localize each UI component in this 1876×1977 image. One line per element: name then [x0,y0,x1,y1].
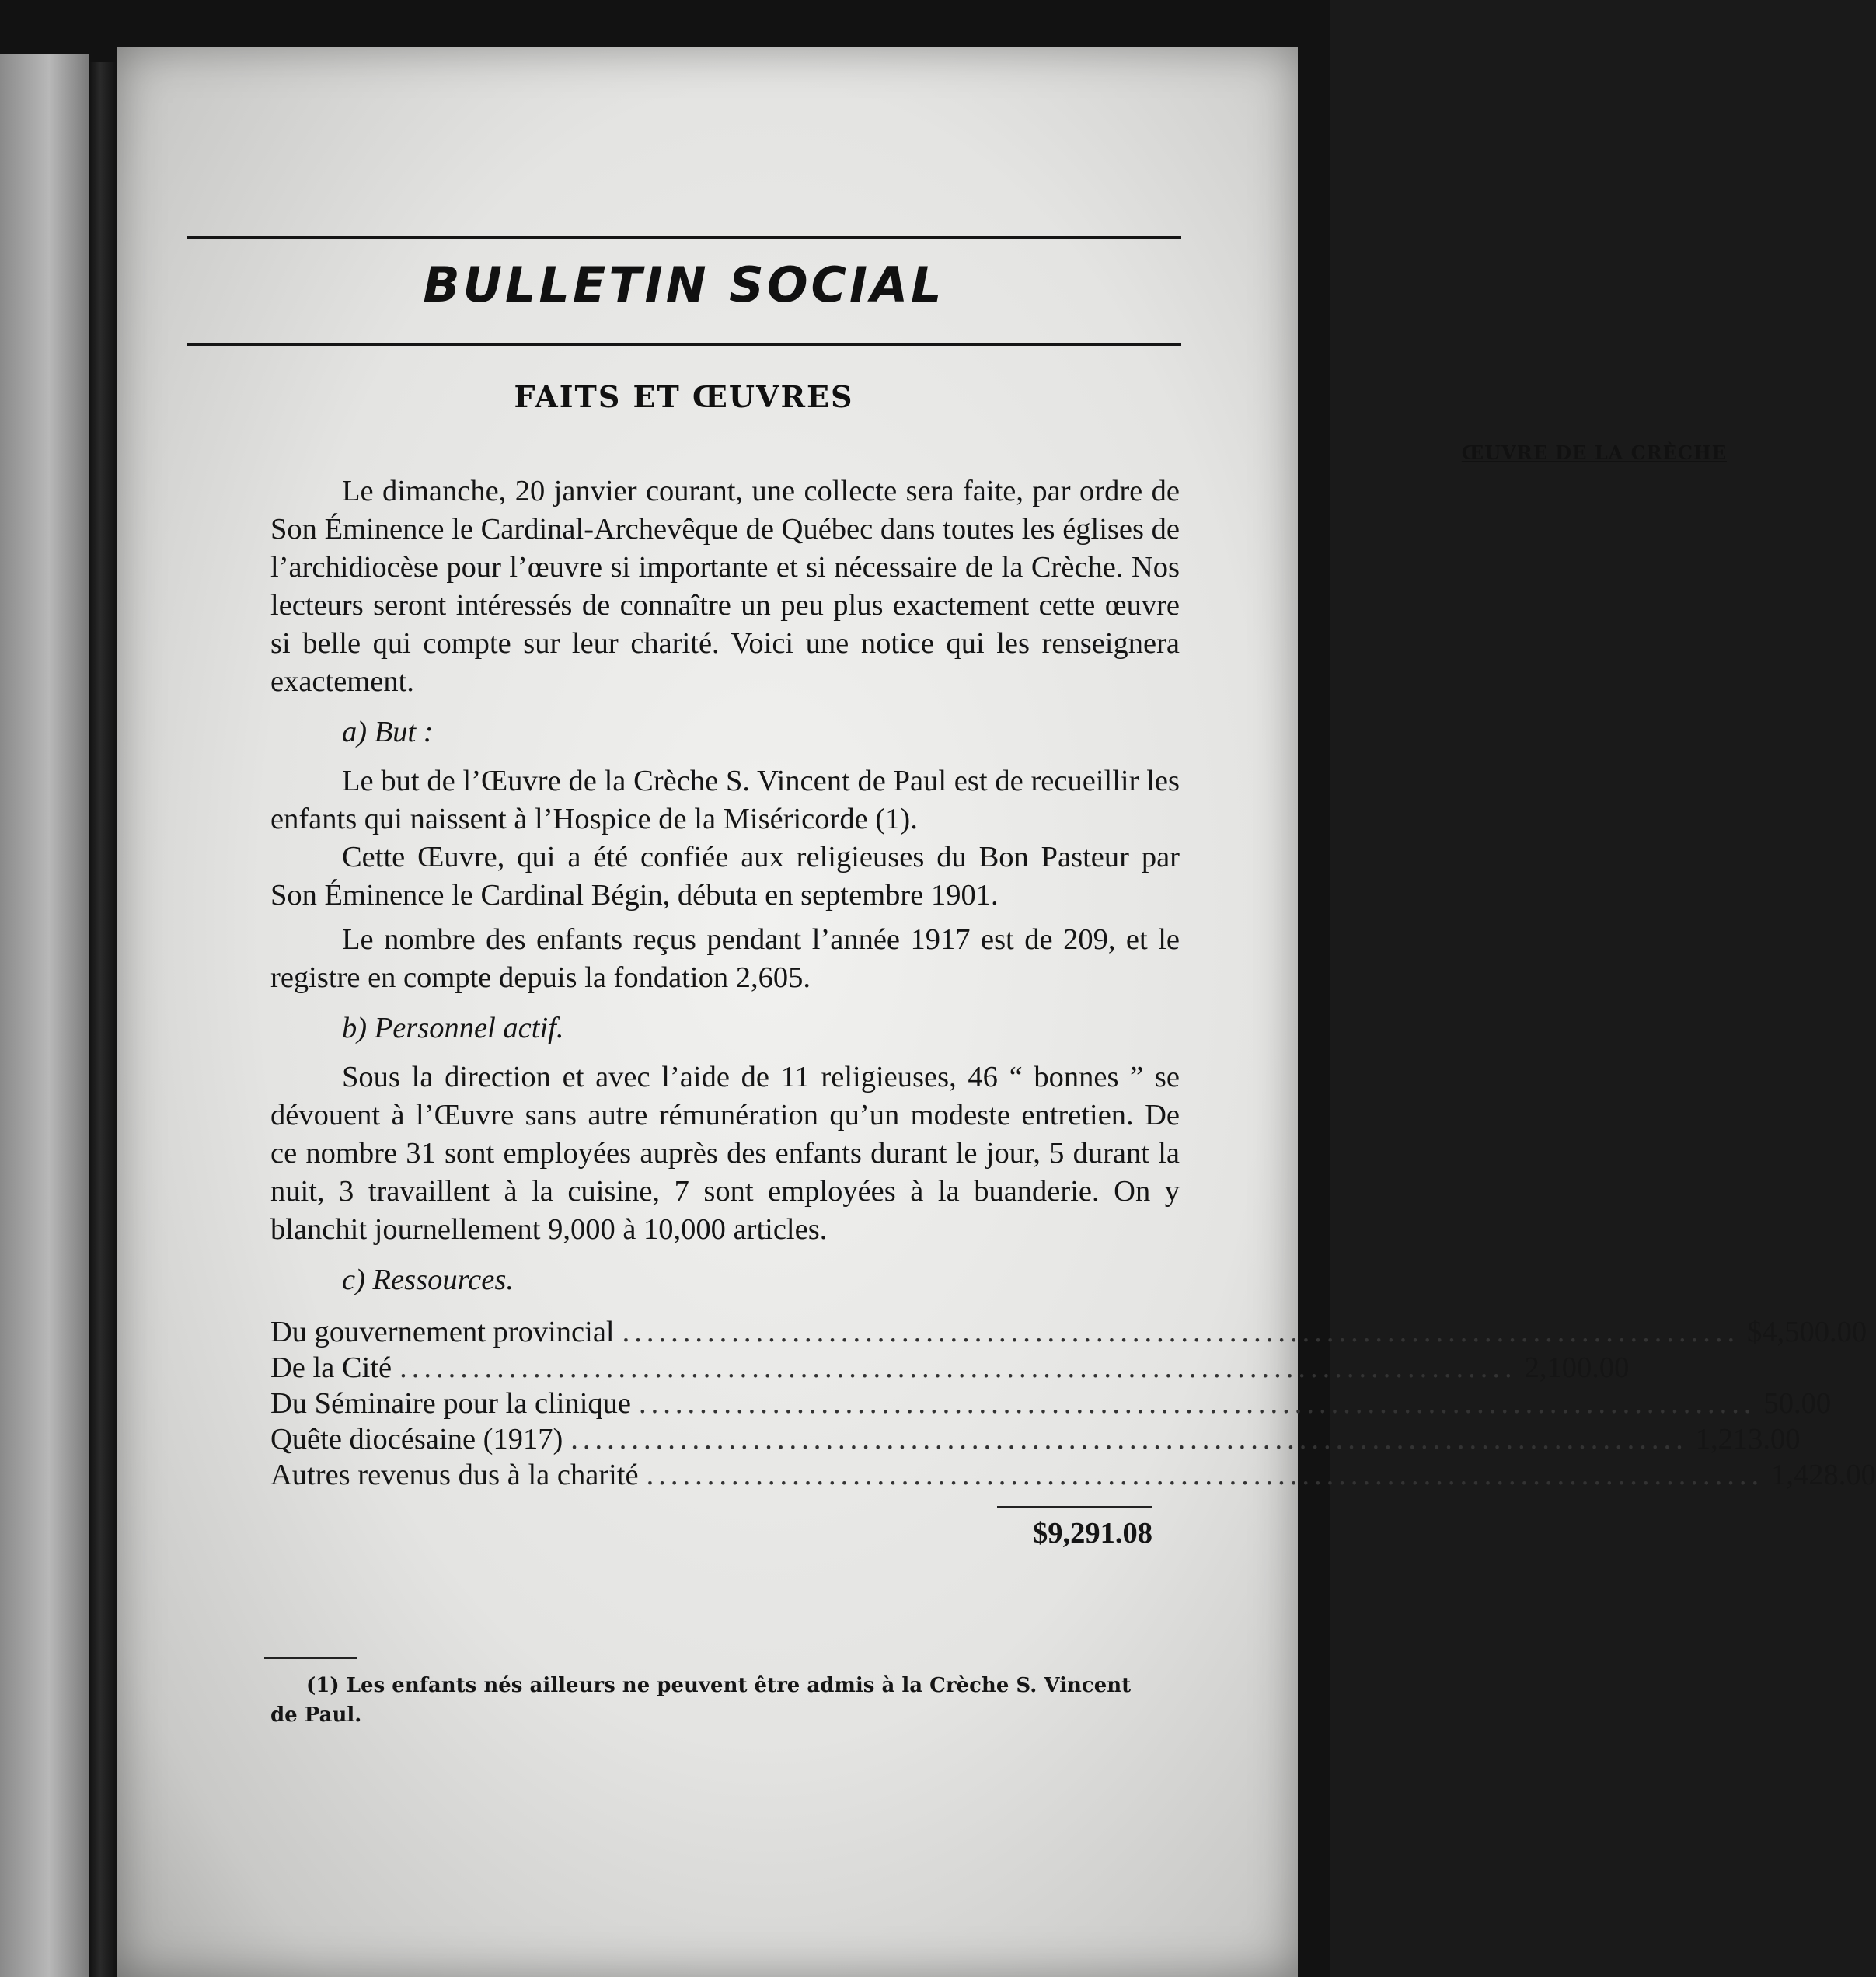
ledger-label: Autres revenus dus à la charité [270,1459,639,1491]
ledger-row [270,1421,1801,1456]
total-rule [997,1506,1152,1508]
footnote-text: Les enfants nés ailleurs ne peuvent être admis à la Crèche S. Vincent de Paul. [270,1674,1132,1727]
resources-ledger [270,1313,1876,1552]
ledger-label: De la Cité [270,1351,392,1384]
section-title: FAITS ET ŒUVRES [514,379,854,414]
ledger-leader-dots: ............................................................................................ [646,1459,1764,1491]
ledger-total: $9,291.08 [1033,1517,1152,1550]
article-body [270,472,1876,1552]
ledger-amount: 1,213.00 [1695,1423,1801,1456]
paragraph-but-2: Cette Œuvre, qui a été confiée aux religieuses du Bon Pasteur par Son Éminence le Cardinal Bégin, débuta en septembre 1901. [270,841,1180,912]
subsection-title: ŒUVRE DE LA CRÈCHE [1461,441,1727,464]
ledger-leader-dots: ............................................................................................ [622,1316,1740,1348]
page-gutter [89,62,117,1977]
ledger-label: Du gouvernement provincial [270,1316,615,1348]
paragraph-personnel: Sous la direction et avec l’aide de 11 religieuses, 46 “ bonnes ” se dévouent à l’Œuvre sans autre rémunération qu’un modeste entretien. De ce nombre 31 sont employées auprès des enfants durant le jour, 5 durant la nuit, 3 travaillent à la cuisine, 7 sont employées à la buanderie. On y blanchit journellement 9,000 à 10,000 articles. [270,1061,1180,1246]
facing-page-edge [0,54,89,1977]
ledger-total-row [270,1515,1152,1552]
ledger-row [270,1385,1832,1421]
ledger-row [270,1456,1876,1492]
ledger-leader-dots: ............................................................................................ [570,1423,1688,1456]
heading-ressources: c) Ressources. [342,1264,514,1296]
paragraph-but-1: Le but de l’Œuvre de la Crèche S. Vincent de Paul est de recueillir les enfants qui naissent à l’Hospice de la Miséricorde (1). [270,765,1180,835]
bulletin-title: BULLETIN SOCIAL [423,256,945,313]
heading-but: a) But : [342,716,434,748]
ledger-label: Du Séminaire pour la clinique [270,1387,632,1420]
ledger-row [270,1349,1630,1385]
ledger-amount: 2,100.00 [1524,1351,1630,1384]
ledger-amount: $4,500.00 [1747,1316,1867,1348]
ledger-amount: 1,428.00 [1771,1459,1876,1491]
footnote-rule [264,1657,357,1659]
paragraph-but-3: Le nombre des enfants reçus pendant l’année 1917 est de 209, et le registre en compte depuis la fondation 2,605. [270,923,1180,994]
header-rule-top [187,236,1181,239]
ledger-label: Quête diocésaine (1917) [270,1423,563,1456]
paragraph-intro: Le dimanche, 20 janvier courant, une collecte sera faite, par ordre de Son Éminence le Cardinal-Archevêque de Québec dans toutes les églises de l’archidiocèse pour l’œuvre si importante et si nécessaire de la Crèche. Nos lecteurs seront intéressés de connaître un peu plus exactement cette œuvre si belle qui compte sur leur charité. Voici une notice qui les renseignera exactement. [270,475,1180,698]
ledger-leader-dots: ............................................................................................ [639,1387,1756,1420]
footnote [270,1671,1149,1730]
ledger-amount: 50.00 [1763,1387,1832,1420]
ledger-row [270,1313,1867,1349]
footnote-marker: (1) [306,1674,340,1697]
header-rule-bottom [187,343,1181,346]
ledger-leader-dots: ............................................................................................ [399,1351,1517,1384]
heading-personnel: b) Personnel actif. [342,1012,564,1044]
